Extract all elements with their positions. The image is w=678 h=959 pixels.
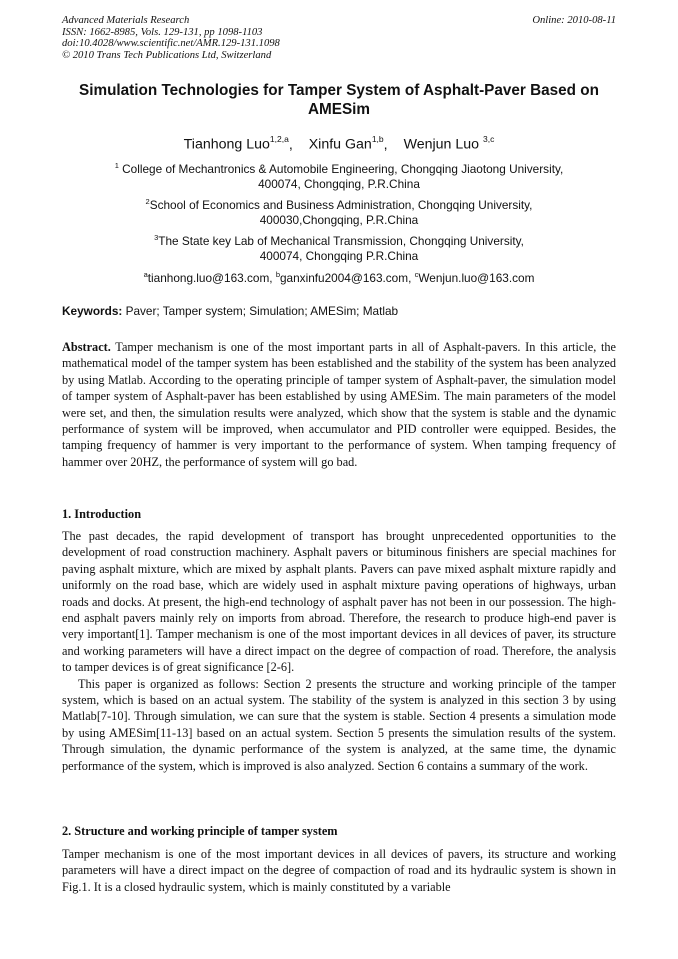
section2-body xyxy=(62,846,616,895)
affiliation-sup: 1 xyxy=(114,161,119,170)
affiliation-line: 400074, Chongqing, P.R.China xyxy=(258,177,420,192)
author-name: Wenjun Luo xyxy=(403,136,480,153)
email-address[interactable]: tianhong.luo@163.com, xyxy=(147,270,276,285)
affiliation-sup: 2 xyxy=(145,197,150,206)
abstract xyxy=(62,339,616,470)
email-sup: b xyxy=(275,270,280,279)
title-line-1: Simulation Technologies for Tamper System of Asphalt-Paver Based on xyxy=(79,82,599,99)
section-heading: 2. Structure and working principle of tamper system xyxy=(62,824,338,838)
paragraph: Tamper mechanism is one of the most important devices in all devices of pavers, its structure and working parameters will have a direct impact on the degree of compaction of road and its hydraulic system is shown in Fig.1. It is a closed hydraulic system, which is mainly constituted by a variable xyxy=(62,847,616,894)
section-heading: 1. Introduction xyxy=(62,507,142,521)
email-sup: c xyxy=(414,270,419,279)
author-name: Tianhong Luo xyxy=(183,136,270,153)
online-date: Online: 2010-08-11 xyxy=(532,15,616,26)
affiliation-line: School of Economics and Business Administration, Chongqing University, xyxy=(149,197,533,212)
introduction-body xyxy=(62,528,616,774)
affiliation-line: 400030,Chongqing, P.R.China xyxy=(259,213,419,228)
journal-name: Advanced Materials Research xyxy=(62,15,190,26)
keywords-text: Paver; Tamper system; Simulation; AMESim; Matlab xyxy=(122,304,399,318)
keywords-label: Keywords: xyxy=(62,304,123,318)
paragraph: The past decades, the rapid development of transport has brought unprecedented opportunities to the development of road construction machinery. Asphalt pavers or bituminous finishers are special machines for paving asphalt mixture, which are mixed by asphalt plants. Pavers can pave mixed asphalt mixture rapidly and uniformly on the road base, which are widely used in asphalt mixture paving operations of highways, urban roads and docks. At present, the high-end technology of asphalt paver has not been in our possession. The high-end asphalt pavers mainly rely on imports from abroad. Therefore, the research to produce high-end paver is very important[1]. Tamper mechanism is one of the most important devices in all devices of paver, its structure and working parameters will have a direct impact on the degree of compaction of road. Therefore, the analysis to tamper devices is of great significance [2-6]. xyxy=(62,529,616,675)
affiliation-line: College of Mechantronics & Automobile Engineering, Chongqing Jiaotong University, xyxy=(122,161,564,176)
abstract-text: Tamper mechanism is one of the most important parts in all of Asphalt-pavers. In this article, the mathematical model of the tamper system has been established and the stability of the system has been analyzed by using Matlab. According to the operating principle of tamper system of Asphalt-paver, the simulation model of tamper system of Asphalt-paver has been established by using AMESim. The main parameters of the model were set, and then, the simulation results were analyzed, which show that the system is stable and the dynamic performance of system will be improved, when accumulator and PID controller were equipped. Besides, the tamping frequency of hammer is very important to the performance of system. When tamping frequency of hammer over 20HZ, the performance of system will go bad. xyxy=(62,340,616,469)
affiliation-line: The State key Lab of Mechanical Transmission, Chongqing University, xyxy=(158,233,524,248)
affiliation-line: 400074, Chongqing P.R.China xyxy=(259,249,419,264)
email-address[interactable]: Wenjun.luo@163.com xyxy=(418,270,535,285)
doi-line: doi:10.4028/www.scientific.net/AMR.129-131.1098 xyxy=(62,38,280,50)
paragraph: This paper is organized as follows: Section 2 presents the structure and working principle of the tamper system, which is based on an actual system. The stability of the system is analyzed in this section 3 by using Matlab[7-10]. Through simulation, we can sure that the system is stable. Section 4 presents a simulation mode by using AMESim[11-13] based on an actual system. Section 5 presents the simulation results of the system. Through simulation, the dynamic performance of the system is analyzed, at the same time, the dynamic performance of the system, which is improved is also analyzed. Section 6 contains a summary of the work. xyxy=(62,676,616,773)
email-list xyxy=(62,267,616,286)
affiliation-3 xyxy=(62,230,616,265)
author-separator: , xyxy=(383,136,388,153)
affiliation-1 xyxy=(62,158,616,193)
journal-header xyxy=(62,15,422,61)
affiliation-2 xyxy=(62,194,616,229)
issn-line: ISSN: 1662-8985, Vols. 129-131, pp 1098-1103 xyxy=(62,26,263,38)
title-line-2: AMESim xyxy=(307,101,371,118)
affiliation-sup: 3 xyxy=(154,233,159,242)
author-affil-sup: 1,2,a xyxy=(269,134,289,144)
email-address[interactable]: ganxinfu2004@163.com, xyxy=(280,270,415,285)
abstract-label: Abstract. xyxy=(62,340,111,354)
author-affil-sup: 3,c xyxy=(482,134,495,144)
email-sup: a xyxy=(143,270,148,279)
paper-title xyxy=(50,81,628,119)
copyright-line: © 2010 Trans Tech Publications Ltd, Switzerland xyxy=(62,49,272,61)
author-name: Xinfu Gan xyxy=(308,136,372,153)
author-affil-sup: 1,b xyxy=(371,134,384,144)
author-list xyxy=(62,131,616,154)
keywords xyxy=(62,304,616,319)
author-separator: , xyxy=(288,136,293,153)
